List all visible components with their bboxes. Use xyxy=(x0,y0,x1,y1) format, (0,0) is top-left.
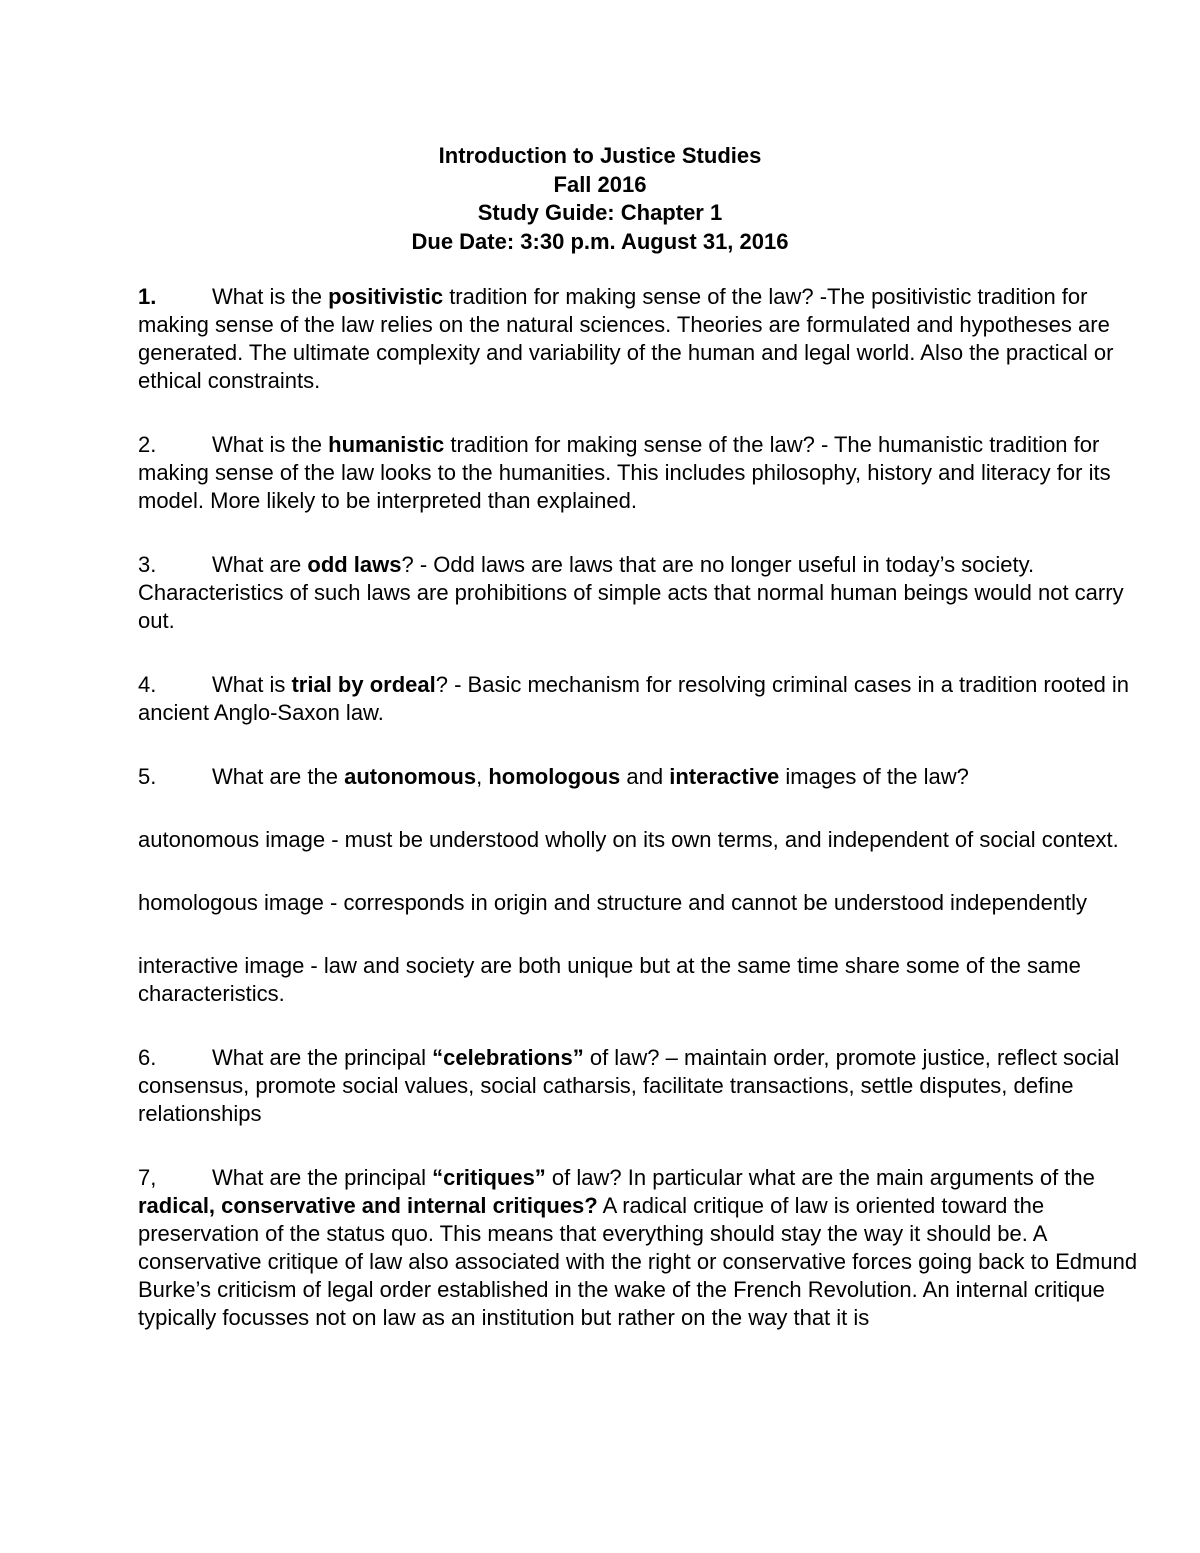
study-guide-title: Study Guide: Chapter 1 xyxy=(477,200,723,225)
key-term: “celebrations” xyxy=(432,1045,584,1070)
key-term: radical, conservative and internal critiques? xyxy=(138,1193,598,1218)
question-number: 6. xyxy=(138,1045,157,1070)
answer-text: ? - Odd laws are laws that are no longer useful in today’s society. Characteristics of such laws are prohibitions of simple acts that normal human beings would not carry out. xyxy=(138,552,1124,633)
question-text: What is the xyxy=(212,284,329,309)
answer-text: ? - Basic mechanism for resolving criminal cases in a tradition rooted in ancient Anglo-Saxon law. xyxy=(138,672,1130,725)
question-4 xyxy=(138,671,1138,727)
key-term: homologous xyxy=(488,764,621,789)
answer-text: tradition for making sense of the law? - The humanistic tradition for making sense of the law looks to the humanities. This includes philosophy, history and literacy for its model. More likely to be interpreted than explained. xyxy=(138,432,1111,513)
answer-text: tradition for making sense of the law? -The positivistic tradition for making sense of the law relies on the natural sciences. Theories are formulated and hypotheses are generated. The ultimate complexity and variability of the human and legal world. Also the practical or ethical constraints. xyxy=(138,284,1114,393)
question-text: of law? In particular what are the main arguments of the xyxy=(545,1165,1095,1190)
answer-interactive-image: interactive image - law and society are both unique but at the same time share some of the same characteristics. xyxy=(138,953,1081,1006)
course-title: Introduction to Justice Studies xyxy=(438,143,762,168)
question-number: 7, xyxy=(138,1165,157,1190)
question-text: What are the principal xyxy=(212,1165,433,1190)
key-term: positivistic xyxy=(328,284,444,309)
key-term: autonomous xyxy=(344,764,477,789)
question-number: 4. xyxy=(138,672,157,697)
question-1 xyxy=(138,283,1138,395)
answer-text: of law? – maintain order, promote justice, reflect social consensus, promote social values, social catharsis, facilitate transactions, settle disputes, define relationships xyxy=(138,1045,1120,1126)
key-term: humanistic xyxy=(328,432,445,457)
question-number: 1. xyxy=(138,284,157,309)
question-2 xyxy=(138,431,1138,515)
question-number: 2. xyxy=(138,432,157,457)
key-term: “critiques” xyxy=(432,1165,546,1190)
key-term: odd laws xyxy=(307,552,402,577)
question-7 xyxy=(138,1164,1138,1332)
answer-autonomous-image: autonomous image - must be understood wholly on its own terms, and independent of social context. xyxy=(138,827,1119,852)
key-term: trial by ordeal xyxy=(291,672,436,697)
answer-text: A radical critique of law is oriented toward the preservation of the status quo. This means that everything should stay the way it should be. A conservative critique of law also associated with the right or conservative forces going back to Edmund Burke’s criticism of legal order established in the wake of the French Revolution. An internal critique typically focusses not on law as an institution but rather on the way that it is xyxy=(138,1193,1138,1330)
question-5: 5. What are the autonomous, homologous and interactive images of the law? xyxy=(138,764,969,789)
due-date: Due Date: 3:30 p.m. August 31, 2016 xyxy=(411,228,789,254)
question-text: What is the xyxy=(212,432,329,457)
question-6 xyxy=(138,1044,1138,1128)
question-text: What are xyxy=(212,552,308,577)
question-number: 5. xyxy=(138,764,157,789)
document-header xyxy=(0,142,1200,256)
question-text: images of the law? xyxy=(779,764,969,789)
question-3 xyxy=(138,551,1138,635)
answer-homologous-image: homologous image - corresponds in origin and structure and cannot be understood independently xyxy=(138,890,1088,915)
question-text: What are the xyxy=(212,764,345,789)
question-text: What are the principal xyxy=(212,1045,433,1070)
question-number: 3. xyxy=(138,552,157,577)
term: Fall 2016 xyxy=(553,171,647,197)
key-term: interactive xyxy=(669,764,780,789)
question-text: What is xyxy=(212,672,292,697)
document-body xyxy=(138,283,1138,1332)
